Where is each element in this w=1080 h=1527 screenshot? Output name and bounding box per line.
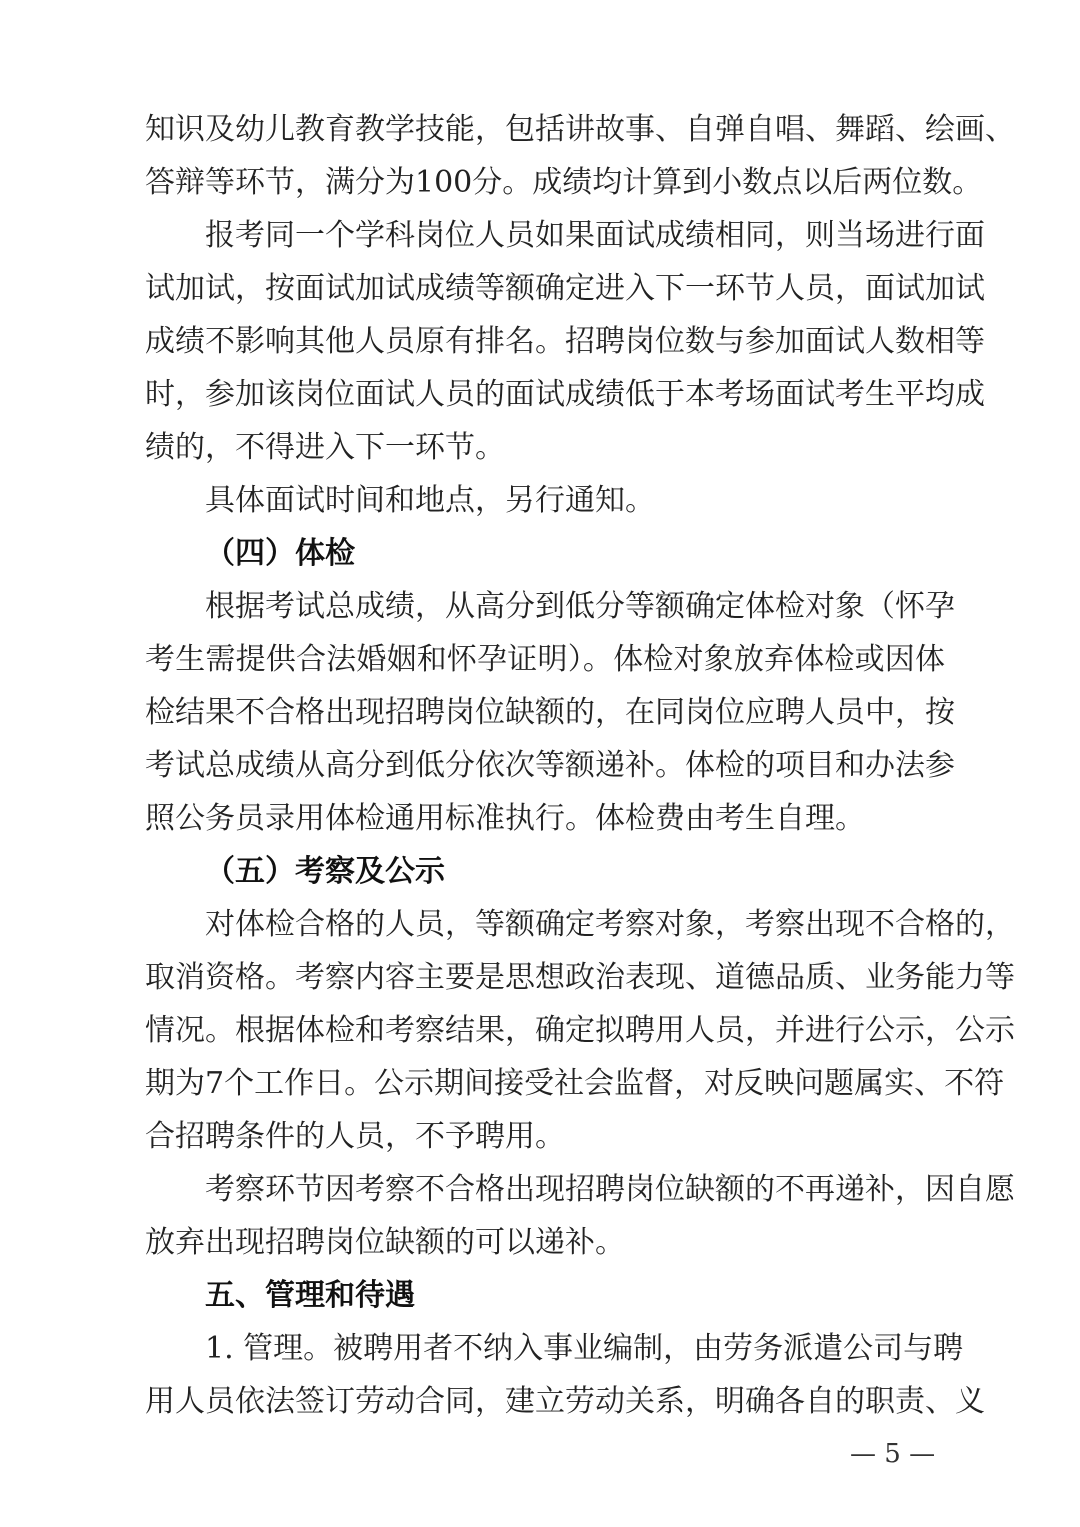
paragraph-line: 考生需提供合法婚姻和怀孕证明）。体检对象放弃体检或因体 bbox=[145, 642, 945, 677]
paragraph-line: 答辩等环节，满分为100分。成绩均计算到小数点以后两位数。 bbox=[145, 165, 983, 200]
paragraph-line: 具体面试时间和地点，另行通知。 bbox=[205, 483, 655, 518]
paragraph-line: 根据考试总成绩，从高分到低分等额确定体检对象（怀孕 bbox=[205, 589, 955, 624]
paragraph-line: 绩的，不得进入下一环节。 bbox=[145, 430, 505, 465]
paragraph-line: 成绩不影响其他人员原有排名。招聘岗位数与参加面试人数相等 bbox=[145, 324, 985, 359]
paragraph-line: 考试总成绩从高分到低分依次等额递补。体检的项目和办法参 bbox=[145, 748, 955, 783]
paragraph-line: 期为7个工作日。公示期间接受社会监督，对反映问题属实、不符 bbox=[145, 1066, 1005, 1101]
paragraph-line: 放弃出现招聘岗位缺额的可以递补。 bbox=[145, 1225, 625, 1260]
paragraph-line: 时，参加该岗位面试人员的面试成绩低于本考场面试考生平均成 bbox=[145, 377, 985, 412]
paragraph-line: 知识及幼儿教育教学技能，包括讲故事、自弹自唱、舞蹈、绘画、 bbox=[145, 112, 1015, 147]
paragraph-line: 报考同一个学科岗位人员如果面试成绩相同，则当场进行面 bbox=[205, 218, 985, 253]
section-heading: （四）体检 bbox=[205, 536, 355, 571]
paragraph-line: 取消资格。考察内容主要是思想政治表现、道德品质、业务能力等 bbox=[145, 960, 1015, 995]
paragraph-line: 检结果不合格出现招聘岗位缺额的，在同岗位应聘人员中，按 bbox=[145, 695, 955, 730]
paragraph-line: 合招聘条件的人员，不予聘用。 bbox=[145, 1119, 565, 1154]
paragraph-line: 考察环节因考察不合格出现招聘岗位缺额的不再递补，因自愿 bbox=[205, 1172, 1015, 1207]
paragraph-line: 情况。根据体检和考察结果，确定拟聘用人员，并进行公示，公示 bbox=[145, 1013, 1015, 1048]
paragraph-line: 照公务员录用体检通用标准执行。体检费由考生自理。 bbox=[145, 801, 865, 836]
paragraph-line: 对体检合格的人员，等额确定考察对象，考察出现不合格的， bbox=[205, 907, 1015, 942]
paragraph-line: 1. 管理。被聘用者不纳入事业编制，由劳务派遣公司与聘 bbox=[205, 1331, 964, 1366]
page-number: — 5 — bbox=[850, 1439, 936, 1469]
paragraph-line: 用人员依法签订劳动合同，建立劳动关系，明确各自的职责、义 bbox=[145, 1384, 985, 1419]
paragraph-line: 试加试，按面试加试成绩等额确定进入下一环节人员，面试加试 bbox=[145, 271, 985, 306]
section-heading: （五）考察及公示 bbox=[205, 854, 445, 889]
chapter-heading: 五、管理和待遇 bbox=[205, 1278, 415, 1313]
